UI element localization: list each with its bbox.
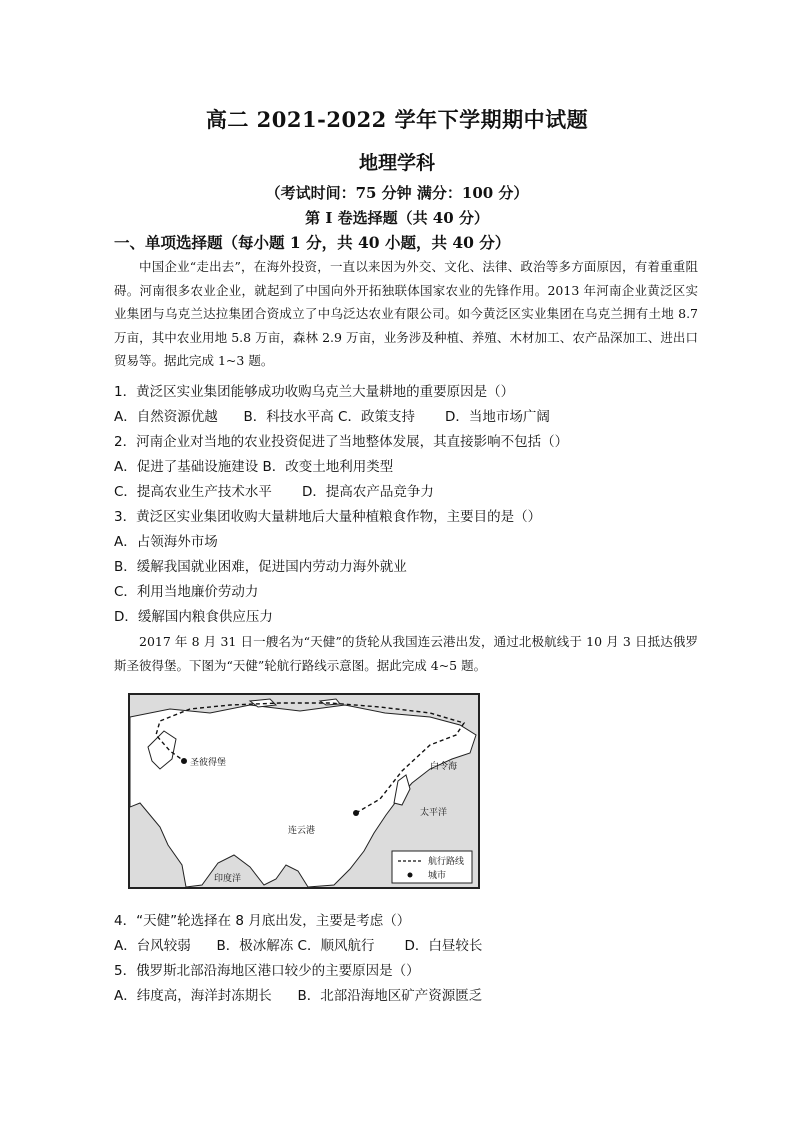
question-2-options-2: C．提高农业生产技术水平 D．提高农产品竞争力	[114, 484, 434, 500]
question-3-option-c: C．利用当地廉价劳动力	[114, 584, 259, 600]
question-1-options: A．自然资源优越 B．科技水平高 C．政策支持 D．当地市场广阔	[114, 409, 550, 425]
exam-info: （考试时间：75 分钟 满分：100 分）	[265, 184, 529, 202]
question-5-options: A．纬度高，海洋封冻期长 B．北部沿海地区矿产资源匮乏	[114, 988, 483, 1004]
question-3-option-d: D．缓解国内粮食供应压力	[114, 609, 273, 625]
label-bering-sea: 白令海	[430, 762, 458, 772]
question-5: 5．俄罗斯北部沿海地区港口较少的主要原因是（）	[114, 963, 420, 979]
label-pacific: 太平洋	[420, 808, 448, 818]
volume-title: 第 I 卷选择题（共 40 分）	[305, 209, 489, 227]
question-1: 1．黄泛区实业集团能够成功收购乌克兰大量耕地的重要原因是（）	[114, 384, 515, 400]
label-indian-ocean: 印度洋	[214, 874, 242, 884]
page-title: 高二 2021-2022 学年下学期期中试题	[205, 107, 589, 132]
question-4-options: A．台风较弱 B．极冰解冻 C．顺风航行 D．白昼较长	[114, 938, 483, 954]
question-3-option-b: B．缓解我国就业困难，促进国内劳动力海外就业	[114, 559, 407, 575]
city-marker-st-petersburg	[181, 758, 187, 764]
city-marker-lianyungang	[353, 810, 359, 816]
route-map	[128, 693, 480, 889]
subject-title: 地理学科	[358, 152, 435, 174]
legend-route-label: 航行路线	[428, 857, 465, 867]
label-lianyungang: 连云港	[288, 826, 316, 836]
question-3-option-a: A．占领海外市场	[114, 534, 218, 550]
label-st-petersburg: 圣彼得堡	[190, 758, 227, 768]
question-2-options-1: A．促进了基础设施建设 B．改变土地利用类型	[114, 459, 394, 475]
legend-city-label: 城市	[428, 871, 447, 881]
reading-passage-2: 2017 年 8 月 31 日一艘名为“天健”的货轮从我国连云港出发，通过北极航线于 10 月 3 日抵达俄罗斯圣彼得堡。下图为“天健”轮航行路线示意图。据此完成 4~5 题。	[114, 634, 698, 673]
reading-passage-1: 中国企业“走出去”，在海外投资，一直以来因为外交、文化、法律、政治等多方面原因，有着重重阻碍。河南很多农业企业，就起到了中国向外开拓独联体国家农业的先锋作用。2013 年河南企业黄泛区实业集团与乌克兰达拉集团合资成立了中乌泛达农业有限公司。如今黄泛区实业集团在乌克兰拥有土地 8.7 万亩，其中农业用地 5.8 万亩，森林 2.9 万亩，业务涉及种植、养殖、木材加工、农产品深加工、进出口贸易等。据此完成 1~3 题。	[114, 259, 698, 368]
question-2: 2．河南企业对当地的农业投资促进了当地整体发展，其直接影响不包括（）	[114, 434, 569, 450]
question-3: 3．黄泛区实业集团收购大量耕地后大量种植粮食作物，主要目的是（）	[114, 509, 542, 525]
route-map-svg	[130, 695, 478, 887]
question-4: 4．“天健”轮选择在 8 月底出发，主要是考虑（）	[114, 913, 411, 929]
section-title: 一、单项选择题（每小题 1 分，共 40 小题，共 40 分）	[114, 233, 511, 252]
legend-city-dot	[408, 873, 413, 878]
